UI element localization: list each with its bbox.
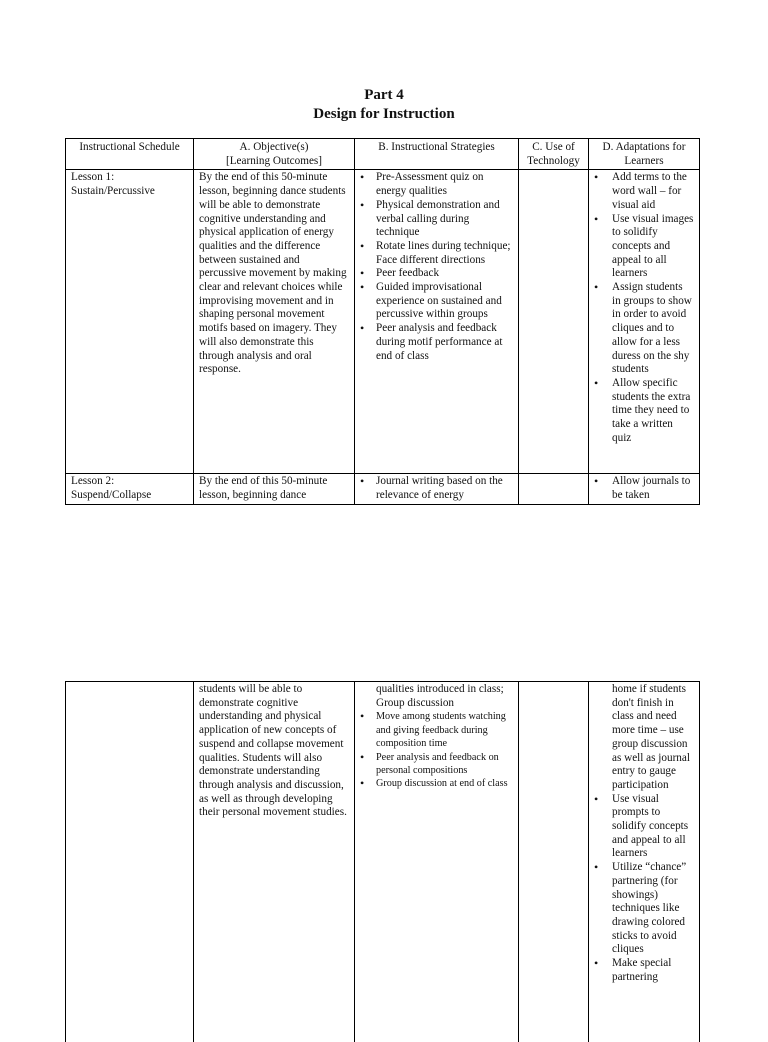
strategies-list xyxy=(360,475,513,502)
adaptations-list xyxy=(594,475,694,502)
cell-line: D. Adaptations for xyxy=(602,141,686,153)
part-label: Part 4 xyxy=(364,87,404,103)
adaptation-item: • Use visual prompts to solidify concepts and appeal to all learners xyxy=(612,793,694,862)
adaptation-item: • Utilize “chance” partnering (for showings) techniques like drawing colored sticks to avoid cliques xyxy=(612,861,694,957)
lesson2-strategies xyxy=(355,474,519,504)
cell-line: C. Use of xyxy=(532,141,575,153)
strategy-item: • Group discussion at end of class xyxy=(376,777,513,790)
lesson2-objective-cont: students will be able to demonstrate cognitive understanding and physical application of new concepts of suspend and collapse movement qualities. Students will also demonstrate understanding through analysis and discussion, as well as through developing their personal movement studies. xyxy=(194,682,355,1042)
strategy-item: • Peer analysis and feedback on personal compositions xyxy=(376,751,513,778)
adaptation-item: • Use visual images to solidify concepts and appeal to all learners xyxy=(612,213,694,282)
adaptation-item: • Allow specific students the extra time they need to take a written quiz xyxy=(612,377,694,446)
lesson1-objective: By the end of this 50-minute lesson, beginning dance students will be able to demonstrate cognitive understanding and physical application of energy qualities and the difference between sustained and percussive movement by making clear and relevant choices while improvising movement and in shaping personal movement motifs based on imagery. They will also demonstrate this through analysis and oral response. xyxy=(194,170,355,474)
adaptations-list xyxy=(594,171,694,445)
adaptation-item: • Allow journals to be taken xyxy=(612,475,694,502)
table-row xyxy=(66,170,700,474)
header-adaptations xyxy=(589,139,700,170)
page-title: Design for Instruction xyxy=(313,106,455,122)
instruction-table xyxy=(65,138,700,505)
cell-line: Technology xyxy=(527,154,580,167)
strategy-item: • Rotate lines during technique; Face different directions xyxy=(376,240,513,267)
adaptations-lead: home if students don't finish in class and need more time – use group discussion as well as journal entry to gauge participation xyxy=(612,683,690,791)
lesson2-objective: By the end of this 50-minute lesson, beginning dance xyxy=(194,474,355,504)
table-header-row xyxy=(66,139,700,170)
cell-line: [Learning Outcomes] xyxy=(226,154,322,167)
lesson1-technology xyxy=(519,170,589,474)
header-technology xyxy=(519,139,589,170)
cell-line: Sustain/Percussive xyxy=(71,185,155,198)
lesson2-schedule xyxy=(66,474,194,504)
adaptations-list xyxy=(594,793,694,985)
lesson2-adaptations xyxy=(589,474,700,504)
strategies-list xyxy=(360,710,513,790)
strategy-item: • Peer analysis and feedback during motif performance at end of class xyxy=(376,322,513,363)
lesson1-adaptations xyxy=(589,170,700,474)
table-row xyxy=(66,474,700,504)
strategies-list xyxy=(360,171,513,363)
strategy-item: • Pre-Assessment quiz on energy qualities xyxy=(376,171,513,198)
lesson2-adaptations-cont xyxy=(589,682,700,1042)
cell-line: A. Objective(s) xyxy=(239,141,309,153)
lesson1-strategies xyxy=(355,170,519,474)
strategy-item: • Peer feedback xyxy=(376,267,513,281)
adaptation-item: • Assign students in groups to show in order to avoid cliques and to allow for a less duress on the shy students xyxy=(612,281,694,377)
table-row xyxy=(66,682,700,1042)
header-objectives xyxy=(194,139,355,170)
cell-line: Lesson 1: xyxy=(71,171,115,184)
strategy-item: • Physical demonstration and verbal calling during technique xyxy=(376,199,513,240)
lesson2-technology-cont xyxy=(519,682,589,1042)
lesson2-strategies-cont xyxy=(355,682,519,1042)
cell-line: Suspend/Collapse xyxy=(71,489,152,502)
lesson2-technology xyxy=(519,474,589,504)
strategy-item: • Guided improvisational experience on sustained and percussive within groups xyxy=(376,281,513,322)
adaptation-item: • Add terms to the word wall – for visual aid xyxy=(612,171,694,212)
cell-line: Lesson 2: xyxy=(71,475,115,488)
cell-line: Learners xyxy=(624,154,664,167)
instruction-table-continued xyxy=(65,681,700,1042)
header-schedule: Instructional Schedule xyxy=(66,139,194,170)
lesson1-schedule xyxy=(66,170,194,474)
strategies-lead: qualities introduced in class; Group discussion xyxy=(376,683,504,709)
lesson2-schedule-cont xyxy=(66,682,194,1042)
strategy-item: • Move among students watching and giving feedback during composition time xyxy=(376,710,513,750)
adaptation-item: • Make special partnering xyxy=(612,957,694,984)
strategy-item: • Journal writing based on the relevance of energy xyxy=(376,475,513,502)
header-strategies: B. Instructional Strategies xyxy=(355,139,519,170)
